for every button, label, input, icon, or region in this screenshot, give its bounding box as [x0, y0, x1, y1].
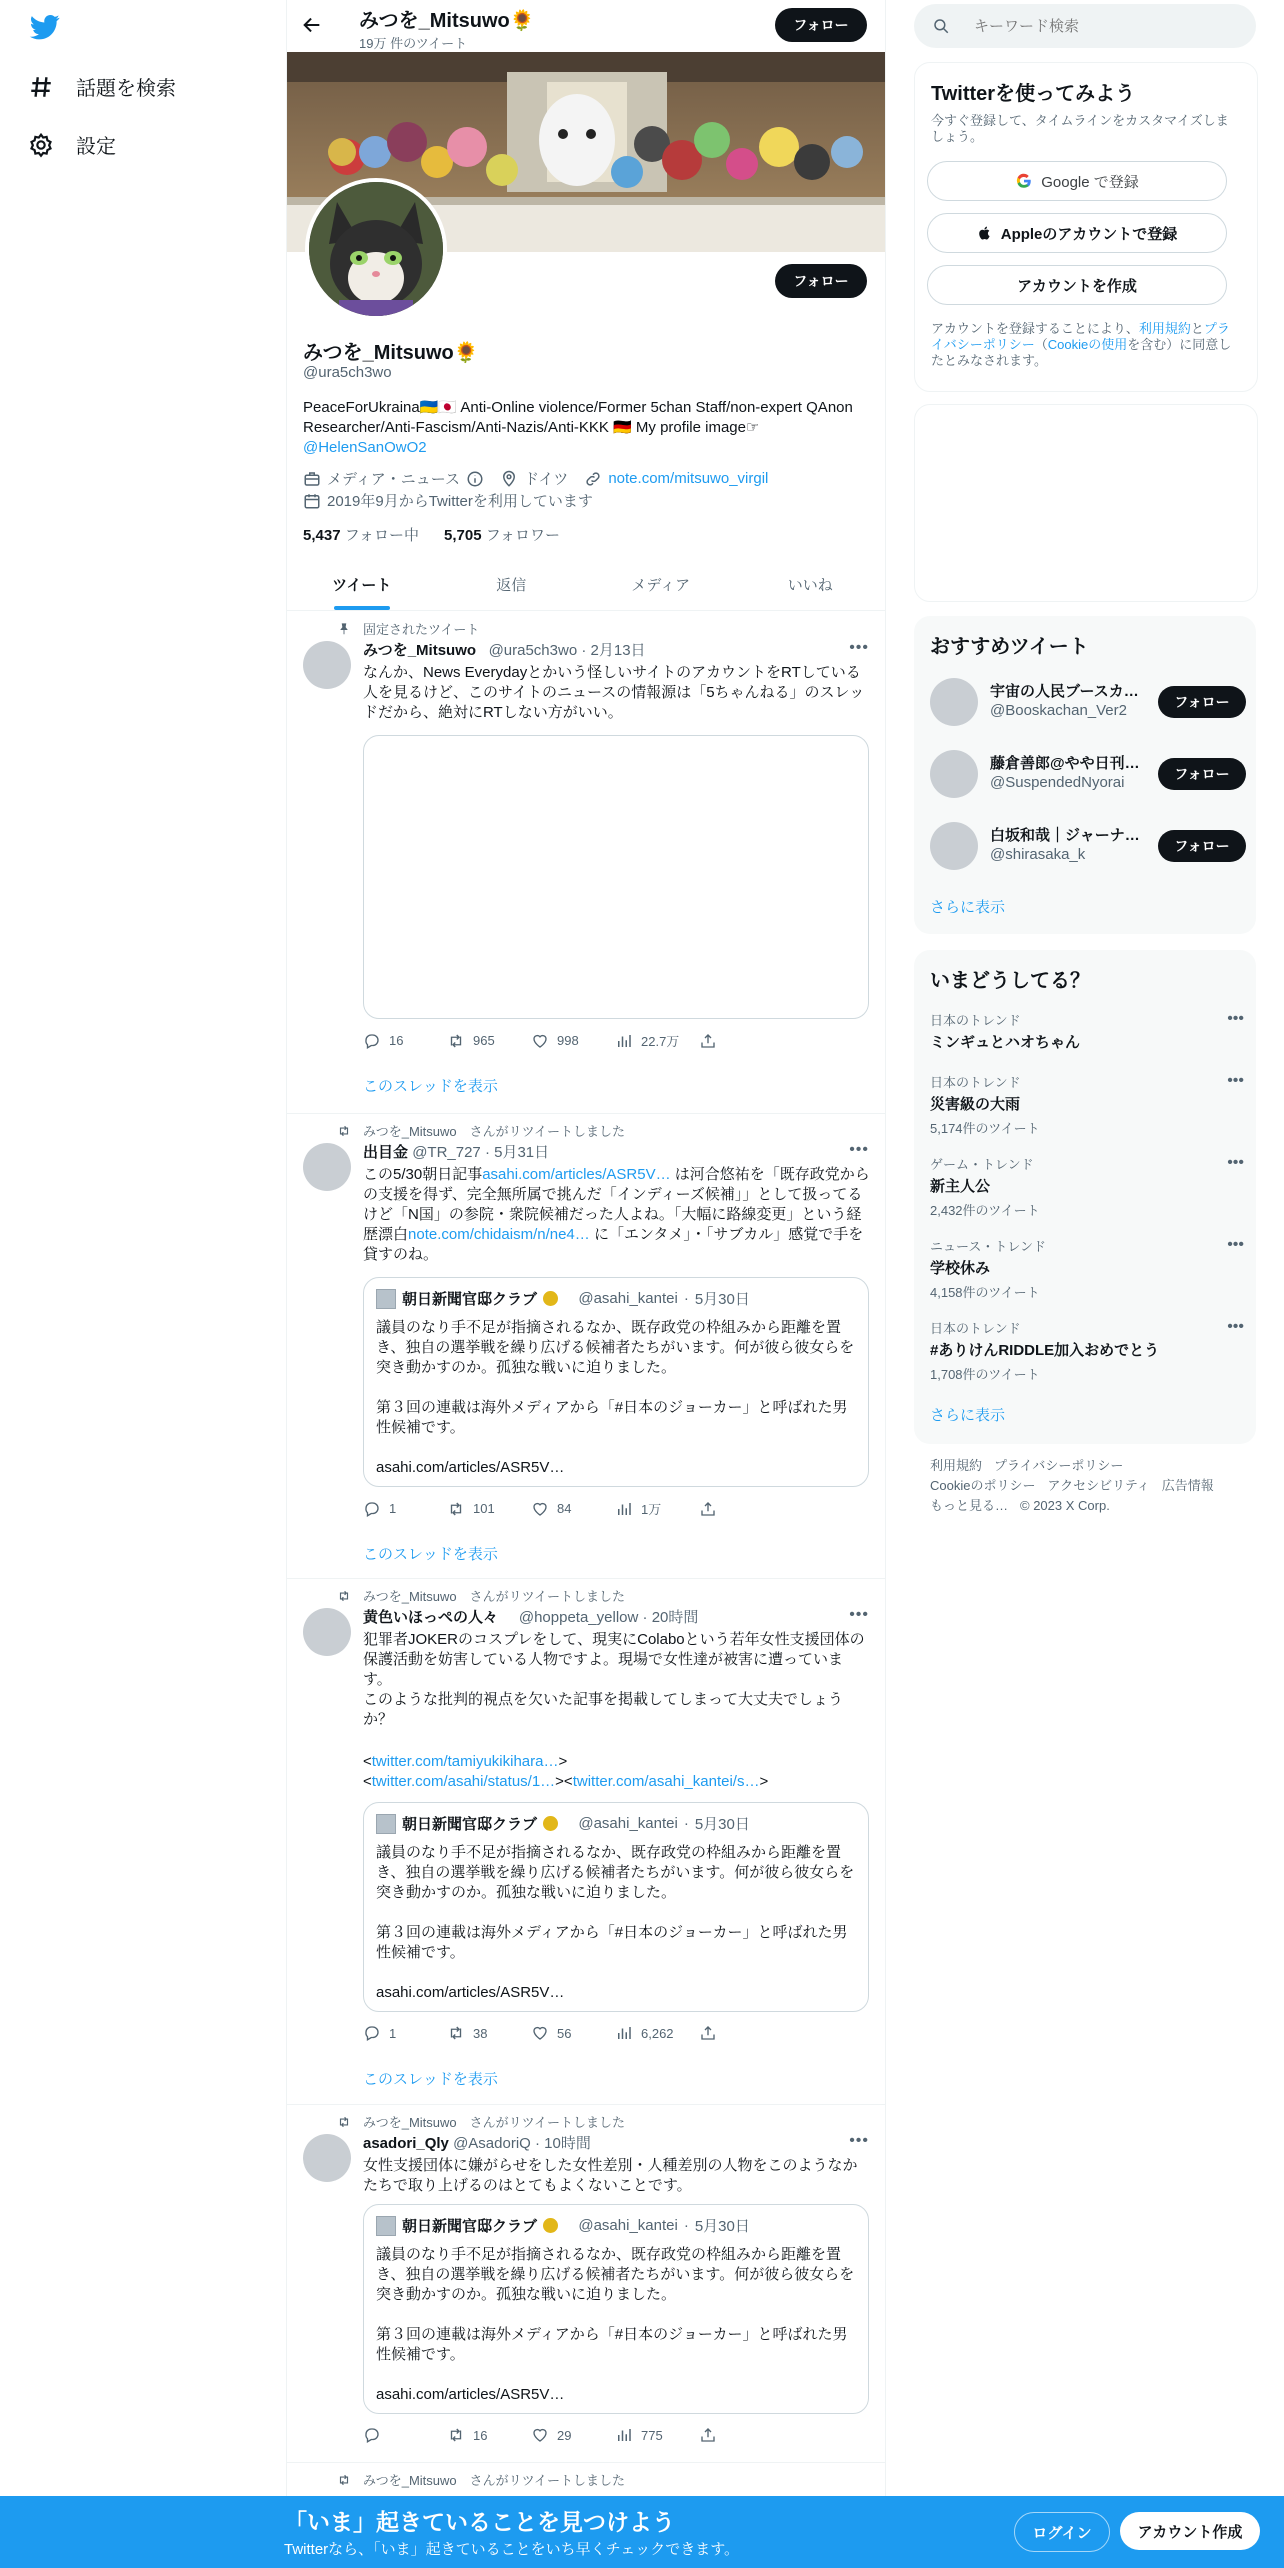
more-options-icon[interactable]: ••• [1227, 1318, 1244, 1335]
share-button[interactable] [699, 1499, 783, 1518]
tweet-author-handle[interactable]: @TR_727 [412, 1144, 481, 1161]
recommended-user-name: 白坂和哉｜ジャーナ… [990, 827, 1140, 844]
briefcase-icon [303, 470, 321, 488]
quote-avatar [376, 1289, 396, 1309]
share-icon [699, 2024, 717, 2042]
tweet-time[interactable]: 5月31日 [494, 1144, 550, 1161]
tweet-avatar[interactable] [303, 641, 351, 689]
tweet-time[interactable]: 10時間 [544, 2135, 591, 2152]
back-arrow-icon[interactable] [301, 14, 323, 36]
like-button[interactable]: 29 [531, 2426, 615, 2444]
profile-location: ドイツ [524, 471, 569, 488]
avatar[interactable] [930, 750, 978, 798]
twitter-bird-logo-icon[interactable] [28, 12, 62, 42]
tweet-actions [363, 2024, 783, 2042]
tweet-retweeted[interactable] [287, 2104, 885, 2463]
recommended-panel [914, 616, 1256, 934]
tweet-author-name[interactable]: 黄色いほっぺの人々 [363, 1609, 499, 1626]
signup-button[interactable]: アカウント作成 [1120, 2512, 1260, 2550]
info-icon[interactable] [466, 470, 484, 488]
share-icon [699, 2426, 717, 2444]
tweet-media-placeholder[interactable] [363, 735, 869, 1019]
quote-header: 朝日新聞官邸クラブ @asahi_kantei · 5月30日 [376, 1813, 750, 1834]
calendar-icon [303, 492, 321, 510]
tab-media[interactable]: メディア [631, 576, 691, 594]
like-button[interactable]: 84 [531, 1499, 615, 1518]
recommended-user-handle: @shirasaka_k [990, 846, 1086, 863]
tweet-avatar[interactable] [303, 1143, 351, 1191]
share-icon [699, 1500, 717, 1518]
tweet-link-list: <twitter.com/tamiyukikihara…> <twitter.com/asahi/status/1…><twitter.com/asahi_kantei/s…> [363, 1753, 769, 1790]
recommended-title: おすすめツイート [930, 636, 1089, 658]
retweet-button[interactable]: 38 [447, 2024, 531, 2042]
footer-link[interactable]: アクセシビリティ [1047, 1478, 1150, 1493]
bio-text: PeaceForUkraina🇺🇦🇯🇵 Anti-Online violence/Former 5chan Staff/non-expert QAnon Researcher/Anti-Fascism/Anti-Nazis/Anti-KKK 🇩🇪 My profile image☞ [303, 399, 853, 436]
right-sidebar [884, 0, 1284, 2568]
verified-badge-icon [543, 2218, 558, 2233]
share-icon [699, 1032, 717, 1050]
show-thread-link[interactable]: このスレッドを表示 [363, 2071, 498, 2088]
views-chart-icon [615, 2024, 633, 2042]
reply-icon [363, 1032, 381, 1050]
like-button[interactable]: 998 [531, 1031, 615, 1050]
heart-icon [531, 1500, 549, 1518]
quote-avatar [376, 1814, 396, 1834]
follow-button[interactable]: フォロー [1158, 686, 1246, 718]
heart-icon [531, 2024, 549, 2042]
quoted-tweet[interactable] [363, 2204, 869, 2414]
tweet-header: 出目金 @TR_727 · 5月31日 [363, 1144, 550, 1161]
bottom-signup-bar [0, 2496, 1284, 2568]
quote-header: 朝日新聞官邸クラブ @asahi_kantei · 5月30日 [376, 2215, 750, 2236]
profile-website-link[interactable]: note.com/mitsuwo_virgil [608, 470, 769, 487]
retweet-button[interactable]: 16 [447, 2426, 531, 2444]
reply-button[interactable]: 1 [363, 2024, 447, 2042]
main-column [286, 0, 886, 2568]
profile-joined-date: 2019年9月からTwitterを利用しています [327, 493, 593, 510]
footer-link[interactable]: 利用規約 [930, 1458, 983, 1473]
create-account-button[interactable]: アカウントを作成 [927, 265, 1227, 305]
tweet-retweeted[interactable] [287, 1578, 885, 2105]
bio-mention-link[interactable]: @HelenSanOwO2 [303, 439, 427, 456]
avatar[interactable] [930, 678, 978, 726]
tweet-actions [363, 1031, 783, 1050]
recommended-user[interactable] [930, 818, 1244, 874]
tweet-link[interactable]: asahi.com/articles/ASR5V… [482, 1166, 671, 1183]
tweet-author-handle[interactable]: @hoppeta_yellow [518, 1609, 639, 1626]
nav-item-label: 話題を検索 [76, 78, 176, 100]
link-icon [584, 470, 602, 488]
profile-tabs [287, 558, 885, 611]
profile-avatar[interactable] [305, 178, 447, 320]
profile-name: みつを_Mitsuwo🌻 [303, 342, 479, 364]
show-more-link[interactable]: さらに表示 [930, 899, 1006, 916]
trend-item[interactable]: ゲーム・トレンド 新主人公 2,432件のツイート ••• [930, 1154, 1244, 1218]
location-pin-icon [500, 470, 518, 488]
more-options-icon[interactable]: ••• [1227, 1010, 1244, 1027]
terms-link[interactable]: 利用規約 [1138, 321, 1191, 336]
tweet-context: 固定されたツイート [337, 619, 479, 638]
cat-avatar-image [309, 182, 443, 316]
retweet-icon [337, 2115, 351, 2129]
verified-badge-icon [543, 1816, 558, 1831]
quote-text: 議員のなり手不足が指摘されるなか、既存政党の枠組みから距離を置き、独自の選挙戦を繰り広げる候補者たちがいます。何が彼ら彼女らを突き動かすのか。孤独な戦いに迫りました。 第３回の連載は海外メディアから「#日本のジョーカー」と呼ばれた男性候補です。 asahi.com/articles/ASR5V… [376, 1319, 855, 1476]
tab-tweets[interactable]: ツイート [287, 558, 437, 610]
tweet-header: 黄色いほっぺの人々 @hoppeta_yellow · 20時間 [363, 1609, 699, 1626]
show-more-link[interactable]: さらに表示 [930, 1407, 1006, 1424]
recommended-user-name: 藤倉善郎@やや日刊… [990, 755, 1140, 772]
retweet-icon [337, 2473, 351, 2487]
footer-links [930, 1456, 1250, 1516]
left-navigation [0, 0, 286, 2568]
recommended-user[interactable] [930, 746, 1244, 802]
tab-likes[interactable]: いいね [787, 576, 833, 594]
retweet-icon [337, 1589, 351, 1603]
recommended-user[interactable] [930, 674, 1244, 730]
footer-link[interactable]: Cookieのポリシー [930, 1478, 1036, 1493]
tweet-time[interactable]: 20時間 [651, 1609, 699, 1626]
search-box[interactable] [914, 4, 1256, 48]
apple-signup-button[interactable]: Appleのアカウントで登録 [927, 213, 1227, 253]
tweet-link[interactable]: twitter.com/asahi/status/1… [371, 1773, 556, 1790]
retweet-button[interactable]: 101 [447, 1499, 531, 1518]
tweet-retweeted[interactable] [287, 1113, 885, 1579]
recommended-user-name: 宇宙の人民ブースカ… [990, 683, 1139, 700]
footer-link[interactable]: プライバシーポリシー [994, 1458, 1124, 1473]
tweet-context: みつを_Mitsuwo さんがリツイートしました [337, 1586, 625, 1605]
tweet-author-name[interactable]: みつを_Mitsuwo [363, 642, 477, 659]
tweet-time[interactable]: 2月13日 [590, 642, 646, 659]
follow-button[interactable]: フォロー [1158, 830, 1246, 862]
profile-handle: @ura5ch3wo [303, 364, 392, 381]
tweet-actions [363, 1499, 783, 1518]
footer-link[interactable]: もっと見る… [930, 1498, 1009, 1513]
tweet-header: asadori_Qly @AsadoriQ · 10時間 [363, 2135, 591, 2152]
quoted-tweet[interactable] [363, 1802, 869, 2012]
footer-link[interactable]: 広告情報 [1161, 1478, 1214, 1493]
tweet-header: みつを_Mitsuwo @ura5ch3wo · 2月13日 [363, 642, 646, 659]
reply-icon [363, 2024, 381, 2042]
tweet-context: みつを_Mitsuwo さんがリツイートしました [337, 2112, 625, 2131]
views-button[interactable]: 22.7万 [615, 1031, 699, 1050]
nav-item-label: 設定 [76, 136, 116, 158]
tweet-text: なんか、News Everydayとかいう怪しいサイトのアカウントをRTしている人を見るけど、このサイトのニュースの情報源は「5ちゃんねる」のスレッドだから、絶対にRTしない方がいい。 [363, 664, 865, 721]
more-options-icon[interactable]: ••• [849, 639, 869, 656]
following-link[interactable]: 5,437 フォロー中 [303, 527, 419, 544]
tweet-link[interactable]: twitter.com/tamiyukikihara… [371, 1753, 559, 1770]
signup-subtitle: 今すぐ登録して、タイムラインをカスタマイズしましょう。 [931, 113, 1229, 144]
views-chart-icon [615, 2426, 633, 2444]
tweet-actions [363, 2426, 783, 2444]
quote-avatar [376, 2216, 396, 2236]
tweet-avatar[interactable] [303, 2134, 351, 2182]
profile-meta-row [303, 468, 768, 489]
trend-item[interactable]: 日本のトレンド 災害級の大雨 5,174件のツイート ••• [930, 1072, 1244, 1136]
trend-item[interactable]: 日本のトレンド #ありけんRIDDLE加入おめでとう 1,708件のツイート ••• [930, 1318, 1244, 1382]
tweet-author-name[interactable]: asadori_Qly [363, 2135, 449, 2152]
follow-button[interactable]: フォロー [1158, 758, 1246, 790]
nav-item-explore[interactable] [28, 72, 176, 101]
reply-icon [363, 2426, 381, 2444]
apple-logo-icon [977, 224, 993, 242]
tab-replies[interactable]: 返信 [496, 576, 527, 594]
cookie-link[interactable]: Cookieの使用 [1047, 337, 1128, 352]
tweet-pinned[interactable] [287, 611, 885, 1114]
signup-title: Twitterを使ってみよう [931, 83, 1136, 105]
like-button[interactable]: 56 [531, 2024, 615, 2042]
quote-header: 朝日新聞官邸クラブ @asahi_kantei · 5月30日 [376, 1288, 750, 1309]
tweet-link[interactable]: twitter.com/asahi_kantei/s… [572, 1773, 760, 1790]
retweet-icon [447, 2426, 465, 2444]
tweet-author-name[interactable]: 出目金 [363, 1144, 409, 1161]
recommended-user-handle: @Booskachan_Ver2 [990, 702, 1127, 719]
views-chart-icon [615, 1032, 633, 1050]
retweet-icon [447, 1500, 465, 1518]
show-thread-link[interactable]: このスレッドを表示 [363, 1546, 498, 1563]
trend-item[interactable]: ニュース・トレンド 学校休み 4,158件のツイート ••• [930, 1236, 1244, 1300]
search-input[interactable] [972, 17, 1236, 36]
share-button[interactable] [699, 2024, 783, 2042]
gear-icon [28, 132, 54, 158]
search-icon [932, 17, 950, 35]
trends-title: いまどうしてる？ [930, 970, 1090, 992]
reply-button[interactable]: 1 [363, 1499, 447, 1518]
tweet-author-handle[interactable]: @AsadoriQ [453, 2135, 531, 2152]
bottom-bar-title: 「いま」起きていることを見つけよう [284, 2509, 675, 2535]
retweet-icon [447, 1032, 465, 1050]
more-options-icon[interactable]: ••• [1227, 1236, 1244, 1253]
nav-item-settings[interactable] [28, 130, 116, 159]
pin-icon [337, 622, 351, 636]
top-bar-name: みつを_Mitsuwo🌻 [359, 10, 535, 32]
quoted-tweet[interactable] [363, 1277, 869, 1487]
privacy-link[interactable]: プライバシーポリシー [931, 321, 1230, 352]
show-thread-link[interactable]: このスレッドを表示 [363, 1078, 498, 1095]
profile-follow-button[interactable]: フォロー [775, 264, 867, 298]
more-options-icon[interactable]: ••• [1227, 1154, 1244, 1171]
views-button[interactable]: 775 [615, 2426, 699, 2444]
signup-panel [914, 62, 1258, 392]
retweet-icon [447, 2024, 465, 2042]
follow-stats [303, 524, 560, 545]
verified-badge-icon [543, 1291, 558, 1306]
trends-panel [914, 950, 1256, 1444]
recommended-user-handle: @SuspendedNyorai [990, 774, 1125, 791]
profile-bio [303, 398, 863, 458]
copyright: © 2023 X Corp. [1020, 1498, 1110, 1513]
tweet-text: 犯罪者JOKERのコスプレをして、現実にColaboという若年女性支援団体の保護活動を妨害している人物ですよ。現場で女性達が被害に遭っています。 このような批判的視点を欠いた記事を掲載してしまって大丈夫でしょうか？ [363, 1631, 865, 1728]
heart-icon [531, 2426, 549, 2444]
retweet-icon [337, 1124, 351, 1138]
retweet-button[interactable]: 965 [447, 1031, 531, 1050]
views-button[interactable]: 6,262 [615, 2024, 699, 2042]
views-chart-icon [615, 1500, 633, 1518]
quote-text: 議員のなり手不足が指摘されるなか、既存政党の枠組みから距離を置き、独自の選挙戦を繰り広げる候補者たちがいます。何が彼ら彼女らを突き動かすのか。孤独な戦いに迫りました。 第３回の連載は海外メディアから「#日本のジョーカー」と呼ばれた男性候補です。 asahi.com/articles/ASR5V… [376, 1844, 855, 2001]
more-options-icon[interactable]: ••• [849, 2132, 869, 2149]
more-options-icon[interactable]: ••• [849, 1141, 869, 1158]
quote-text: 議員のなり手不足が指摘されるなか、既存政党の枠組みから距離を置き、独自の選挙戦を繰り広げる候補者たちがいます。何が彼ら彼女らを突き動かすのか。孤独な戦いに迫りました。 第３回の連載は海外メディアから「#日本のジョーカー」と呼ばれた男性候補です。 asahi.com/articles/ASR5V… [376, 2246, 855, 2403]
share-button[interactable] [699, 2426, 783, 2444]
google-g-icon [1015, 172, 1033, 190]
tweet-author-handle[interactable]: @ura5ch3wo [488, 642, 578, 659]
reply-button[interactable]: 16 [363, 1031, 447, 1050]
profile-joined-row [303, 490, 593, 511]
avatar[interactable] [930, 822, 978, 870]
share-button[interactable] [699, 1031, 783, 1050]
bottom-bar-subtitle: Twitterなら、「いま」起きていることをいち早くチェックできます。 [284, 2541, 740, 2558]
profile-top-bar [287, 0, 885, 52]
signup-terms: アカウントを登録することにより、利用規約とプライバシーポリシー（Cookieの使用を含む）に同意したとみなされます。 [931, 321, 1232, 368]
more-options-icon[interactable]: ••• [1227, 1072, 1244, 1089]
google-signup-button[interactable]: Google で登録 [927, 161, 1227, 201]
profile-category: メディア・ニュース [327, 471, 461, 488]
login-button[interactable]: ログイン [1014, 2512, 1110, 2552]
heart-icon [531, 1032, 549, 1050]
hashtag-icon [28, 74, 54, 100]
blank-panel [914, 404, 1258, 602]
tweet-context: みつを_Mitsuwo さんがリツイートしました [337, 1121, 625, 1140]
reply-button[interactable] [363, 2426, 447, 2444]
followers-link[interactable]: 5,705 フォロワー [444, 527, 560, 544]
tweet-text: この5/30朝日記事asahi.com/articles/ASR5V… は河合悠祐を「既存政党からの支援を得ず、完全無所属で挑んだ「インディーズ候補」」として扱ってるけど「N国」の参院・衆院候補だった人よね。「大幅に路線変更」という経歴漂白note.com/chidaism/n/ne4… に「エンタメ」・「サブカル」感覚で手を貸すのね。 [363, 1166, 870, 1263]
tweet-context: みつを_Mitsuwo さんがリツイートしました [337, 2470, 625, 2489]
top-follow-button[interactable]: フォロー [775, 8, 867, 42]
tweet-avatar[interactable] [303, 1608, 351, 1656]
views-button[interactable]: 1万 [615, 1499, 699, 1518]
tweet-text: 女性支援団体に嫌がらせをした女性差別・人種差別の人物をこのようなかたちで取り上げるのはとてもよくないことです。 [363, 2157, 858, 2194]
reply-icon [363, 1500, 381, 1518]
more-options-icon[interactable]: ••• [849, 1606, 869, 1623]
top-bar-tweet-count: 19万 件のツイート [359, 36, 468, 51]
trend-item[interactable]: 日本のトレンド ミンギュとハオちゃん ••• [930, 1010, 1244, 1051]
tweet-link[interactable]: note.com/chidaism/n/ne4… [408, 1226, 590, 1243]
